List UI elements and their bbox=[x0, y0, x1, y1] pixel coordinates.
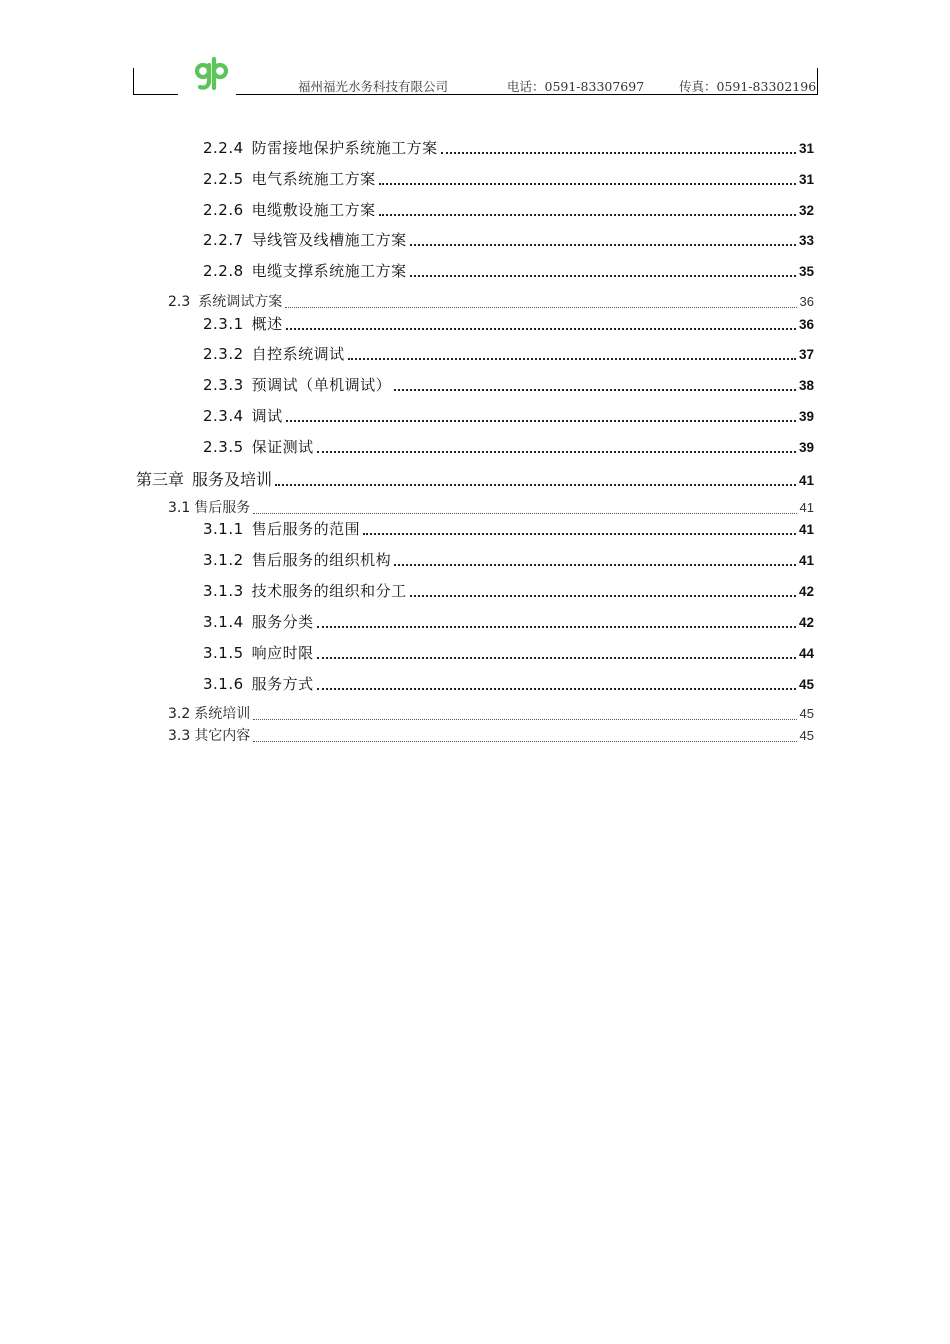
toc-entry-title: 调试 bbox=[251, 407, 283, 425]
toc-entry-number: 2.2.5 bbox=[203, 170, 244, 188]
toc-entry[interactable] bbox=[203, 549, 814, 570]
toc-entry-title: 电缆支撑系统施工方案 bbox=[251, 262, 407, 280]
toc-entry-title: 电气系统施工方案 bbox=[251, 170, 376, 188]
toc-entry-page: 41 bbox=[798, 473, 814, 488]
toc-entry-title: 其它内容 bbox=[194, 728, 251, 744]
toc-entry-title: 概述 bbox=[251, 315, 283, 333]
toc-chapter-entry[interactable] bbox=[136, 467, 814, 490]
toc-dot-leader bbox=[348, 358, 796, 360]
toc-entry-title: 售后服务 bbox=[194, 500, 251, 516]
toc-entry-number: 3.1.4 bbox=[203, 613, 244, 631]
header-rule-left bbox=[133, 94, 178, 95]
toc-entry[interactable] bbox=[203, 405, 814, 426]
toc-entry-number: 3.3 bbox=[168, 728, 191, 744]
toc-entry[interactable] bbox=[203, 518, 814, 539]
toc-entry-title: 响应时限 bbox=[251, 644, 314, 662]
toc-entry[interactable] bbox=[203, 580, 814, 601]
toc-entry[interactable] bbox=[203, 137, 814, 158]
toc-entry-page: 39 bbox=[798, 409, 814, 424]
toc-entry-title: 防雷接地保护系统施工方案 bbox=[251, 139, 438, 157]
toc-entry-page: 31 bbox=[798, 141, 814, 156]
toc-entry-number: 2.2.8 bbox=[203, 262, 244, 280]
toc-dot-leader bbox=[317, 688, 796, 690]
toc-entry-page: 37 bbox=[798, 347, 814, 362]
toc-dot-leader bbox=[253, 513, 796, 514]
toc-entry-page: 45 bbox=[798, 677, 814, 692]
toc-entry[interactable] bbox=[168, 291, 814, 311]
toc-entry-title: 服务及培训 bbox=[192, 470, 273, 489]
toc-entry[interactable] bbox=[168, 497, 814, 517]
header-right-tick bbox=[817, 68, 818, 95]
toc-entry-page: 36 bbox=[798, 317, 814, 332]
toc-entry-number: 2.2.6 bbox=[203, 201, 244, 219]
toc-entry-title: 服务方式 bbox=[251, 675, 314, 693]
toc-dot-leader bbox=[275, 484, 796, 486]
toc-entry-title: 售后服务的范围 bbox=[251, 520, 361, 538]
toc-entry-title: 导线管及线槽施工方案 bbox=[251, 231, 407, 249]
toc-dot-leader bbox=[410, 244, 796, 246]
toc-dot-leader bbox=[286, 420, 796, 422]
toc-entry[interactable] bbox=[203, 673, 814, 694]
toc-entry-number: 3.1.6 bbox=[203, 675, 244, 693]
toc-entry-page: 45 bbox=[799, 706, 814, 721]
toc-entry-page: 33 bbox=[798, 233, 814, 248]
toc-entry-page: 41 bbox=[798, 522, 814, 537]
toc-entry-page: 41 bbox=[799, 500, 814, 515]
toc-entry-page: 44 bbox=[798, 646, 814, 661]
toc-entry-number: 3.2 bbox=[168, 706, 191, 722]
toc-dot-leader bbox=[253, 741, 796, 742]
toc-dot-leader bbox=[379, 183, 796, 185]
header-company-name: 福州福光水务科技有限公司 bbox=[298, 79, 449, 94]
toc-entry-number: 2.3.5 bbox=[203, 438, 244, 456]
toc-entry[interactable] bbox=[203, 260, 814, 281]
toc-entry-number: 第三章 bbox=[136, 470, 185, 489]
toc-entry-number: 2.3.3 bbox=[203, 376, 244, 394]
header-left-tick bbox=[133, 68, 134, 95]
toc-entry-number: 2.3 bbox=[168, 294, 191, 310]
toc-dot-leader bbox=[286, 328, 796, 330]
toc-entry-page: 36 bbox=[799, 294, 814, 309]
toc-entry-page: 32 bbox=[798, 203, 814, 218]
toc-dot-leader bbox=[394, 389, 796, 391]
toc-entry-number: 2.3.4 bbox=[203, 407, 244, 425]
toc-entry-title: 电缆敷设施工方案 bbox=[251, 201, 376, 219]
toc-entry[interactable] bbox=[203, 611, 814, 632]
toc-entry-page: 39 bbox=[798, 440, 814, 455]
toc-entry-page: 45 bbox=[799, 728, 814, 743]
header-fax: 传真：0591-83302196 bbox=[679, 79, 817, 94]
toc-dot-leader bbox=[410, 275, 796, 277]
toc-dot-leader bbox=[410, 595, 796, 597]
toc-entry-number: 2.2.7 bbox=[203, 231, 244, 249]
toc-entry[interactable] bbox=[203, 168, 814, 189]
toc-entry[interactable] bbox=[203, 313, 814, 334]
toc-entry-number: 3.1 bbox=[168, 500, 191, 516]
header-phone: 电话：0591-83307697 bbox=[507, 79, 645, 94]
toc-dot-leader bbox=[317, 451, 796, 453]
toc-entry-title: 售后服务的组织机构 bbox=[251, 551, 392, 569]
toc-entry-title: 服务分类 bbox=[251, 613, 314, 631]
toc-dot-leader bbox=[253, 719, 796, 720]
toc-entry-page: 35 bbox=[798, 264, 814, 279]
toc-dot-leader bbox=[317, 626, 796, 628]
toc-entry-title: 系统培训 bbox=[194, 706, 251, 722]
toc-entry[interactable] bbox=[203, 436, 814, 457]
toc-entry-page: 42 bbox=[798, 584, 814, 599]
toc-entry-page: 42 bbox=[798, 615, 814, 630]
toc-entry-number: 3.1.5 bbox=[203, 644, 244, 662]
toc-dot-leader bbox=[441, 152, 796, 154]
toc-dot-leader bbox=[394, 564, 796, 566]
toc-dot-leader bbox=[285, 307, 796, 308]
toc-entry-title: 预调试（单机调试） bbox=[251, 376, 392, 394]
toc-entry[interactable] bbox=[168, 703, 814, 723]
toc-entry[interactable] bbox=[203, 199, 814, 220]
toc-entry[interactable] bbox=[203, 229, 814, 250]
company-logo-icon bbox=[192, 55, 230, 93]
toc-dot-leader bbox=[379, 214, 796, 216]
toc-dot-leader bbox=[363, 533, 796, 535]
toc-entry-title: 保证测试 bbox=[251, 438, 314, 456]
toc-entry-page: 38 bbox=[798, 378, 814, 393]
toc-entry[interactable] bbox=[203, 642, 814, 663]
toc-entry-title: 自控系统调试 bbox=[251, 345, 345, 363]
toc-entry-number: 2.3.2 bbox=[203, 345, 244, 363]
toc-entry-number: 2.2.4 bbox=[203, 139, 244, 157]
toc-entry[interactable] bbox=[168, 725, 814, 745]
toc-entry-number: 3.1.3 bbox=[203, 582, 244, 600]
toc-entry-number: 3.1.2 bbox=[203, 551, 244, 569]
toc-entry[interactable] bbox=[203, 343, 814, 364]
toc-entry[interactable] bbox=[203, 374, 814, 395]
toc-entry-page: 31 bbox=[798, 172, 814, 187]
toc-entry-number: 2.3.1 bbox=[203, 315, 244, 333]
toc-entry-title: 技术服务的组织和分工 bbox=[251, 582, 407, 600]
toc-entry-title: 系统调试方案 bbox=[198, 294, 283, 310]
toc-entry-number: 3.1.1 bbox=[203, 520, 244, 538]
toc-dot-leader bbox=[317, 657, 796, 659]
toc-entry-page: 41 bbox=[798, 553, 814, 568]
